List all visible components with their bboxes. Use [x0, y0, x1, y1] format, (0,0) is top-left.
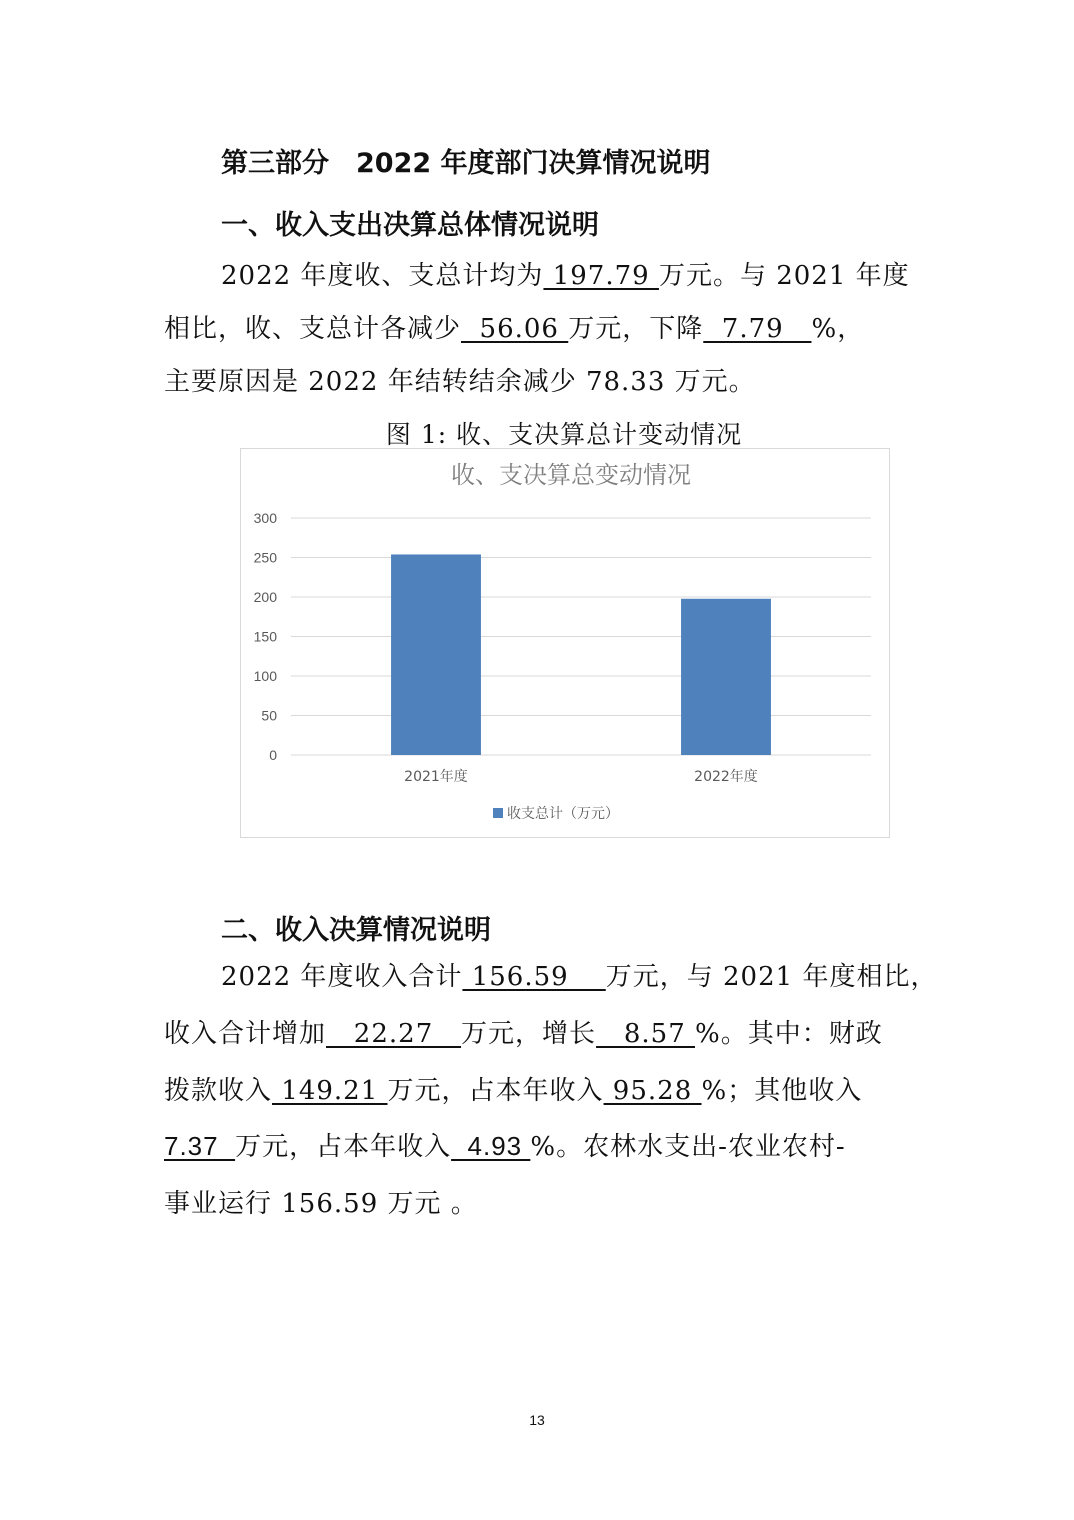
chart-frame [240, 448, 890, 838]
section2-line2: 收入合计增加 22.27 万元，增长 8.57 %。其中：财政 [164, 1019, 883, 1049]
legend-swatch [493, 808, 503, 818]
part-heading: 第三部分 2022 年度部门决算情况说明 [221, 148, 711, 179]
y-tick-label: 300 [253, 510, 277, 526]
y-tick-label: 50 [261, 707, 277, 724]
y-tick-label: 0 [269, 747, 277, 763]
y-tick-label: 250 [253, 549, 277, 566]
y-tick-label: 200 [253, 589, 277, 605]
y-tick-label: 150 [253, 628, 277, 645]
section2-line3: 拨款收入 149.21 万元，占本年收入 95.28 %；其他收入 [164, 1076, 863, 1106]
section1-line1: 2022 年度收、支总计均为 197.79 万元。与 2021 年度 [221, 261, 910, 291]
page-number: 13 [529, 1412, 545, 1428]
y-tick-label: 100 [253, 668, 277, 684]
bar [681, 599, 771, 755]
legend-label: 收支总计（万元） [507, 806, 619, 822]
bar [391, 554, 481, 755]
chart-title: 收、支决算总变动情况 [451, 461, 691, 489]
x-tick-label: 2022年度 [694, 769, 758, 785]
section2-line1: 2022 年度收入合计 156.59 万元，与 2021 年度相比， [221, 962, 938, 992]
section2-line5: 事业运行 156.59 万元 。 [164, 1189, 478, 1219]
section2-heading: 二、收入决算情况说明 [221, 915, 491, 946]
x-tick-label: 2021年度 [404, 769, 468, 785]
bar-chart [241, 449, 889, 837]
figure-caption: 图 1: 收、支决算总计变动情况 [385, 420, 743, 449]
section1-line2: 相比，收、支总计各减少 56.06 万元，下降 7.79 %， [164, 314, 865, 344]
section1-line3: 主要原因是 2022 年结转结余减少 78.33 万元。 [164, 367, 756, 397]
section2-line4: 7.37 万元，占本年收入 4.93 %。农林水支出-农业农村- [164, 1131, 846, 1162]
section1-heading: 一、收入支出决算总体情况说明 [221, 210, 599, 241]
